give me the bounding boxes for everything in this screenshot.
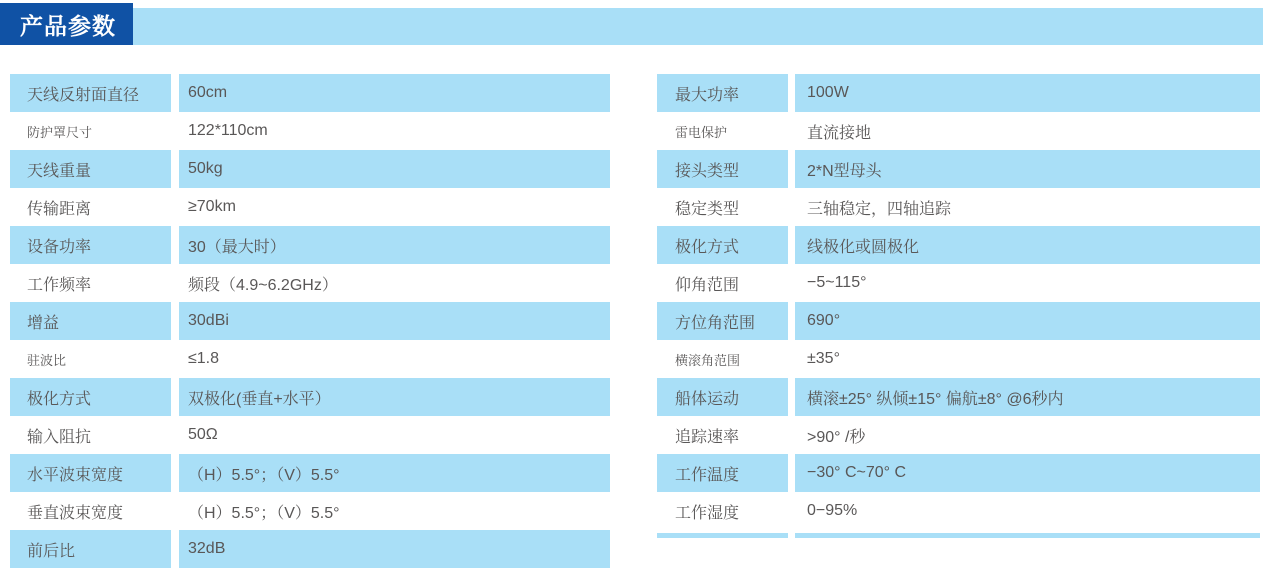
param-label: 仰角范围 — [675, 276, 740, 294]
param-label: 追踪速率 — [675, 428, 740, 446]
param-label: 工作温度 — [657, 454, 788, 492]
table-row — [657, 226, 1260, 264]
param-value: 0−95% — [807, 502, 858, 519]
table-row — [10, 416, 610, 454]
param-value: 三轴稳定，四轴追踪 — [807, 200, 952, 218]
param-label: 最大功率 — [657, 74, 788, 112]
param-value: 30（最大时） — [179, 226, 610, 264]
param-value: 频段（4.9~6.2GHz） — [188, 276, 338, 294]
table-bottom-bar-segment — [795, 533, 1260, 538]
table-row — [657, 378, 1260, 416]
table-row — [657, 112, 1260, 150]
param-value: ≥70km — [188, 198, 236, 215]
param-value: （H）5.5°；（V）5.5° — [179, 454, 610, 492]
table-bottom-bar-segment — [657, 533, 788, 538]
param-label: 极化方式 — [657, 226, 788, 264]
table-row — [10, 530, 610, 568]
table-bottom-bar — [657, 533, 1260, 538]
param-value: 690° — [795, 302, 1260, 340]
table-row — [10, 150, 610, 188]
table-row — [10, 74, 610, 112]
param-label: 驻波比 — [27, 352, 67, 368]
param-label: 传输距离 — [27, 200, 92, 218]
table-row — [657, 340, 1260, 378]
section-title-badge — [0, 3, 133, 45]
param-label: 工作湿度 — [675, 504, 740, 522]
param-value: 32dB — [179, 530, 610, 568]
param-label: 输入阻抗 — [27, 428, 92, 446]
param-label: 极化方式 — [10, 378, 171, 416]
table-row — [10, 226, 610, 264]
param-label: 雷电保护 — [675, 124, 728, 140]
param-label: 前后比 — [10, 530, 171, 568]
page-title: 产品参数 — [20, 12, 116, 39]
table-row — [657, 188, 1260, 226]
param-label: 稳定类型 — [675, 200, 740, 218]
param-label: 横滚角范围 — [675, 352, 741, 368]
param-value: 直流接地 — [807, 124, 872, 142]
param-label: 增益 — [10, 302, 171, 340]
param-label: 接头类型 — [657, 150, 788, 188]
spec-table-right — [657, 74, 1260, 538]
param-label: 垂直波束宽度 — [27, 504, 124, 522]
table-row — [10, 264, 610, 302]
param-label: 防护罩尺寸 — [27, 124, 93, 140]
param-label: 船体运动 — [657, 378, 788, 416]
param-label: 水平波束宽度 — [10, 454, 171, 492]
param-label: 方位角范围 — [657, 302, 788, 340]
param-value: 122*110cm — [188, 122, 268, 139]
table-row — [10, 302, 610, 340]
table-row — [657, 454, 1260, 492]
param-value: ±35° — [807, 350, 840, 367]
param-value: 横滚±25° 纵倾±15° 偏航±8° @6秒内 — [795, 378, 1260, 416]
spec-table-left — [10, 74, 610, 568]
table-row — [10, 378, 610, 416]
param-value: 100W — [795, 74, 1260, 112]
table-row — [657, 416, 1260, 454]
param-value: 30dBi — [179, 302, 610, 340]
table-row — [657, 492, 1260, 530]
table-row — [657, 302, 1260, 340]
param-value: 双极化(垂直+水平） — [179, 378, 610, 416]
param-label: 天线反射面直径 — [10, 74, 171, 112]
table-row — [10, 454, 610, 492]
param-value: 60cm — [179, 74, 610, 112]
param-value: （H）5.5°；（V）5.5° — [188, 504, 340, 522]
table-row — [10, 112, 610, 150]
param-label: 设备功率 — [10, 226, 171, 264]
table-row — [10, 188, 610, 226]
param-value: >90° /秒 — [807, 428, 866, 446]
header-accent-bar — [0, 8, 1263, 45]
param-value: ≤1.8 — [188, 350, 220, 367]
table-row — [657, 74, 1260, 112]
table-row — [657, 264, 1260, 302]
param-value: 线极化或圆极化 — [795, 226, 1260, 264]
param-label: 工作频率 — [27, 276, 92, 294]
param-value: −5~115° — [807, 274, 867, 291]
param-value: 50Ω — [188, 426, 218, 443]
table-row — [657, 150, 1260, 188]
param-value: −30° C~70° C — [795, 454, 1260, 492]
table-row — [10, 492, 610, 530]
param-value: 50kg — [179, 150, 610, 188]
table-row — [10, 340, 610, 378]
param-value: 2*N型母头 — [795, 150, 1260, 188]
param-label: 天线重量 — [10, 150, 171, 188]
